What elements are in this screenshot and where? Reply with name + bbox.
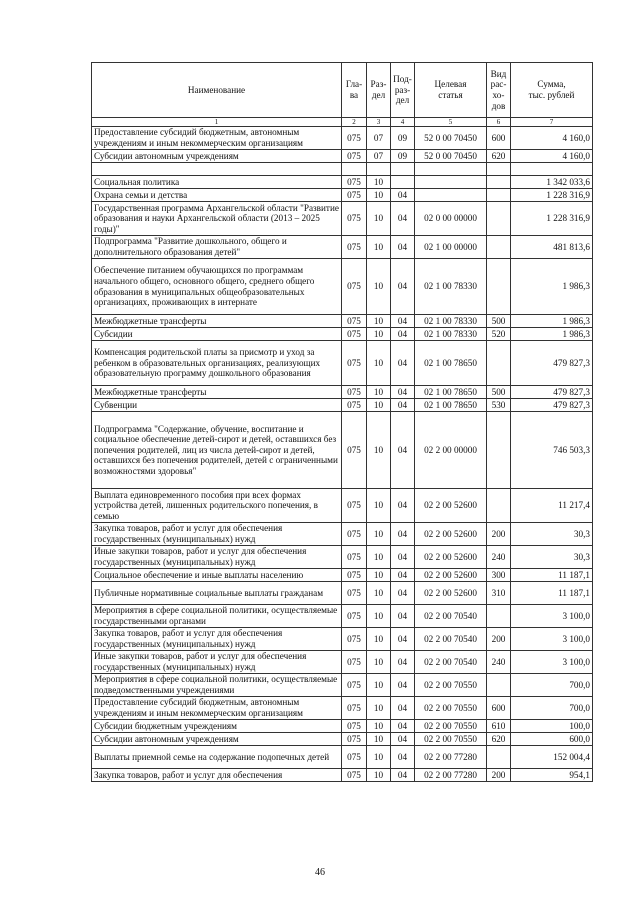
row-subsection-cell: 04 [391, 399, 415, 412]
header-chapter: Гла- ва [342, 63, 367, 118]
row-expense-type-cell: 310 [487, 582, 511, 605]
row-chapter-cell: 075 [342, 259, 367, 315]
row-chapter-cell: 075 [342, 127, 367, 150]
row-target-cell: 02 2 00 52600 [415, 546, 487, 569]
row-chapter-cell: 075 [342, 189, 367, 202]
row-section-cell: 10 [367, 202, 391, 236]
row-section-cell: 07 [367, 127, 391, 150]
row-name-cell: Подпрограмма "Содержание, обучение, воспитание и социальное обеспечение детей-сирот и детей, оставшихся без попечения родителей, лиц из числа детей-сирот и детей, оставшихся без попечения родителей, детей с ограниченными возможностями здоровья" [92, 412, 342, 489]
row-name-cell [92, 163, 342, 176]
row-name-cell: Выплата единовременного пособия при всех формах устройства детей, лишенных родительского попечения, в семью [92, 489, 342, 523]
row-amount-cell: 700,0 [511, 674, 593, 697]
row-chapter-cell: 075 [342, 236, 367, 259]
row-target-cell: 02 2 00 70550 [415, 674, 487, 697]
row-expense-type-cell: 610 [487, 720, 511, 733]
row-chapter-cell: 075 [342, 315, 367, 328]
row-chapter-cell: 075 [342, 651, 367, 674]
budget-table [91, 62, 593, 782]
row-name-cell: Субсидии бюджетным учреждениям [92, 720, 342, 733]
table-row [92, 546, 593, 569]
row-name-cell: Закупка товаров, работ и услуг для обеспечения государственных (муниципальных) нужд [92, 523, 342, 546]
row-amount-cell: 1 228 316,9 [511, 202, 593, 236]
row-target-cell: 02 1 00 78330 [415, 315, 487, 328]
column-number: 1 [92, 118, 342, 127]
row-expense-type-cell: 620 [487, 150, 511, 163]
row-section-cell: 10 [367, 628, 391, 651]
row-subsection-cell: 04 [391, 651, 415, 674]
row-subsection-cell: 09 [391, 150, 415, 163]
row-expense-type-cell [487, 259, 511, 315]
row-chapter-cell: 075 [342, 523, 367, 546]
row-subsection-cell: 04 [391, 605, 415, 628]
header-expense-type: Вид рас- хо- дов [487, 63, 511, 118]
row-amount-cell: 479 827,3 [511, 341, 593, 386]
table-row [92, 489, 593, 523]
row-subsection-cell: 04 [391, 236, 415, 259]
row-section-cell: 10 [367, 315, 391, 328]
row-section-cell: 10 [367, 674, 391, 697]
row-target-cell: 02 1 00 78650 [415, 341, 487, 386]
row-section-cell: 07 [367, 150, 391, 163]
row-section-cell: 10 [367, 746, 391, 769]
table-body [92, 127, 593, 782]
row-amount-cell: 1 986,3 [511, 328, 593, 341]
row-target-cell: 02 1 00 78650 [415, 386, 487, 399]
row-name-cell: Обеспечение питанием обучающихся по программам начального общего, основного общего, среднего общего образования в муниципальных общеобразовательных организациях, проживающих в интернате [92, 259, 342, 315]
row-target-cell: 52 0 00 70450 [415, 127, 487, 150]
row-target-cell: 02 2 00 00000 [415, 412, 487, 489]
table-row [92, 746, 593, 769]
table-row [92, 628, 593, 651]
row-section-cell [367, 163, 391, 176]
row-chapter-cell: 075 [342, 605, 367, 628]
row-amount-cell: 4 160,0 [511, 127, 593, 150]
row-section-cell: 10 [367, 697, 391, 720]
row-subsection-cell: 04 [391, 523, 415, 546]
header-name: Наименование [92, 63, 342, 118]
row-amount-cell: 3 100,0 [511, 651, 593, 674]
table-header-row [92, 63, 593, 118]
row-amount-cell: 4 160,0 [511, 150, 593, 163]
row-chapter-cell: 075 [342, 341, 367, 386]
row-target-cell: 02 2 00 52600 [415, 582, 487, 605]
row-section-cell: 10 [367, 546, 391, 569]
row-amount-cell: 11 187,1 [511, 569, 593, 582]
row-subsection-cell [391, 176, 415, 189]
row-section-cell: 10 [367, 523, 391, 546]
row-subsection-cell: 04 [391, 628, 415, 651]
row-subsection-cell: 04 [391, 489, 415, 523]
row-subsection-cell: 04 [391, 189, 415, 202]
row-expense-type-cell: 600 [487, 127, 511, 150]
row-expense-type-cell: 500 [487, 315, 511, 328]
row-amount-cell: 3 100,0 [511, 605, 593, 628]
row-target-cell: 02 1 00 78330 [415, 328, 487, 341]
table-row [92, 236, 593, 259]
row-expense-type-cell: 600 [487, 697, 511, 720]
row-target-cell: 02 2 00 70550 [415, 733, 487, 746]
row-amount-cell: 479 827,3 [511, 386, 593, 399]
row-amount-cell: 700,0 [511, 697, 593, 720]
row-expense-type-cell [487, 746, 511, 769]
row-amount-cell: 11 187,1 [511, 582, 593, 605]
row-chapter-cell [342, 163, 367, 176]
table-row [92, 582, 593, 605]
row-target-cell: 02 0 00 00000 [415, 202, 487, 236]
row-target-cell: 02 2 00 70550 [415, 697, 487, 720]
row-section-cell: 10 [367, 582, 391, 605]
row-name-cell: Мероприятия в сфере социальной политики, осуществляемые государственными органами [92, 605, 342, 628]
row-section-cell: 10 [367, 733, 391, 746]
row-name-cell: Охрана семьи и детства [92, 189, 342, 202]
row-section-cell: 10 [367, 236, 391, 259]
row-expense-type-cell: 500 [487, 386, 511, 399]
row-expense-type-cell: 200 [487, 628, 511, 651]
row-subsection-cell: 04 [391, 697, 415, 720]
row-subsection-cell [391, 163, 415, 176]
row-name-cell: Иные закупки товаров, работ и услуг для обеспечения государственных (муниципальных) нужд [92, 651, 342, 674]
row-subsection-cell: 09 [391, 127, 415, 150]
row-name-cell: Мероприятия в сфере социальной политики, осуществляемые подведомственными учреждениями [92, 674, 342, 697]
row-amount-cell: 479 827,3 [511, 399, 593, 412]
row-chapter-cell: 075 [342, 697, 367, 720]
row-chapter-cell: 075 [342, 328, 367, 341]
row-target-cell: 02 2 00 70540 [415, 651, 487, 674]
header-target: Целевая статья [415, 63, 487, 118]
row-subsection-cell: 04 [391, 202, 415, 236]
row-section-cell: 10 [367, 412, 391, 489]
row-target-cell [415, 163, 487, 176]
row-section-cell: 10 [367, 605, 391, 628]
row-subsection-cell: 04 [391, 720, 415, 733]
table-row [92, 569, 593, 582]
row-amount-cell: 746 503,3 [511, 412, 593, 489]
row-subsection-cell: 04 [391, 315, 415, 328]
row-name-cell: Компенсация родительской платы за присмотр и уход за ребенком в образовательных организациях, реализующих образовательную программу дошкольного образования [92, 341, 342, 386]
row-target-cell: 52 0 00 70450 [415, 150, 487, 163]
column-number: 7 [511, 118, 593, 127]
row-target-cell [415, 189, 487, 202]
row-expense-type-cell [487, 605, 511, 628]
row-subsection-cell: 04 [391, 412, 415, 489]
row-name-cell: Государственная программа Архангельской области "Развитие образования и науки Архангельской области (2013 – 2025 годы)" [92, 202, 342, 236]
table-row [92, 769, 593, 782]
row-subsection-cell: 04 [391, 386, 415, 399]
row-chapter-cell: 075 [342, 733, 367, 746]
row-amount-cell: 152 004,4 [511, 746, 593, 769]
row-target-cell: 02 2 00 77280 [415, 769, 487, 782]
row-amount-cell: 1 342 033,6 [511, 176, 593, 189]
row-name-cell: Межбюджетные трансферты [92, 315, 342, 328]
row-chapter-cell: 075 [342, 489, 367, 523]
row-target-cell: 02 1 00 78330 [415, 259, 487, 315]
row-expense-type-cell: 300 [487, 569, 511, 582]
table-row [92, 674, 593, 697]
table-row [92, 127, 593, 150]
table-row [92, 733, 593, 746]
row-subsection-cell: 04 [391, 769, 415, 782]
table-row [92, 150, 593, 163]
column-number: 6 [487, 118, 511, 127]
row-chapter-cell: 075 [342, 674, 367, 697]
row-chapter-cell: 075 [342, 720, 367, 733]
row-chapter-cell: 075 [342, 150, 367, 163]
row-amount-cell: 30,3 [511, 523, 593, 546]
row-section-cell: 10 [367, 259, 391, 315]
table-row [92, 605, 593, 628]
row-amount-cell: 100,0 [511, 720, 593, 733]
row-section-cell: 10 [367, 489, 391, 523]
row-amount-cell: 1 986,3 [511, 259, 593, 315]
table-spacer-row [92, 163, 593, 176]
header-section: Раз- дел [367, 63, 391, 118]
table-row [92, 651, 593, 674]
row-section-cell: 10 [367, 341, 391, 386]
column-number: 3 [367, 118, 391, 127]
table-row [92, 315, 593, 328]
row-section-cell: 10 [367, 720, 391, 733]
row-subsection-cell: 04 [391, 582, 415, 605]
row-name-cell: Социальная политика [92, 176, 342, 189]
row-amount-cell [511, 163, 593, 176]
row-name-cell: Межбюджетные трансферты [92, 386, 342, 399]
row-subsection-cell: 04 [391, 674, 415, 697]
row-name-cell: Закупка товаров, работ и услуг для обеспечения [92, 769, 342, 782]
row-expense-type-cell: 200 [487, 523, 511, 546]
row-name-cell: Подпрограмма "Развитие дошкольного, общего и дополнительного образования детей" [92, 236, 342, 259]
row-expense-type-cell [487, 674, 511, 697]
row-name-cell: Иные закупки товаров, работ и услуг для обеспечения государственных (муниципальных) нужд [92, 546, 342, 569]
table-row [92, 720, 593, 733]
row-section-cell: 10 [367, 651, 391, 674]
row-target-cell: 02 2 00 70540 [415, 628, 487, 651]
row-expense-type-cell: 240 [487, 546, 511, 569]
row-name-cell: Субсидии [92, 328, 342, 341]
table-row [92, 697, 593, 720]
row-target-cell [415, 176, 487, 189]
row-section-cell: 10 [367, 176, 391, 189]
row-amount-cell: 600,0 [511, 733, 593, 746]
row-expense-type-cell [487, 189, 511, 202]
row-name-cell: Предоставление субсидий бюджетным, автономным учреждениям и иным некоммерческим организациям [92, 697, 342, 720]
row-chapter-cell: 075 [342, 412, 367, 489]
row-target-cell: 02 1 00 78650 [415, 399, 487, 412]
row-name-cell: Публичные нормативные социальные выплаты гражданам [92, 582, 342, 605]
row-amount-cell: 954,1 [511, 769, 593, 782]
row-expense-type-cell [487, 163, 511, 176]
page-number: 46 [315, 867, 325, 878]
row-expense-type-cell [487, 341, 511, 386]
table-row [92, 386, 593, 399]
table-row [92, 176, 593, 189]
row-amount-cell: 1 228 316,9 [511, 189, 593, 202]
row-name-cell: Предоставление субсидий бюджетным, автономным учреждениям и иным некоммерческим организациям [92, 127, 342, 150]
column-number: 2 [342, 118, 367, 127]
column-number: 4 [391, 118, 415, 127]
row-section-cell: 10 [367, 386, 391, 399]
row-chapter-cell: 075 [342, 386, 367, 399]
row-chapter-cell: 075 [342, 399, 367, 412]
table-row [92, 523, 593, 546]
row-target-cell: 02 2 00 52600 [415, 489, 487, 523]
header-subsection: Под- раз- дел [391, 63, 415, 118]
row-subsection-cell: 04 [391, 341, 415, 386]
row-target-cell: 02 2 00 70540 [415, 605, 487, 628]
row-subsection-cell: 04 [391, 328, 415, 341]
row-name-cell: Субсидии автономным учреждениям [92, 733, 342, 746]
row-expense-type-cell [487, 176, 511, 189]
row-expense-type-cell [487, 202, 511, 236]
row-expense-type-cell [487, 489, 511, 523]
row-expense-type-cell: 530 [487, 399, 511, 412]
table-row [92, 341, 593, 386]
row-name-cell: Закупка товаров, работ и услуг для обеспечения государственных (муниципальных) нужд [92, 628, 342, 651]
column-number: 5 [415, 118, 487, 127]
row-subsection-cell: 04 [391, 259, 415, 315]
row-target-cell: 02 2 00 52600 [415, 569, 487, 582]
table-row [92, 328, 593, 341]
row-expense-type-cell: 620 [487, 733, 511, 746]
row-target-cell: 02 1 00 00000 [415, 236, 487, 259]
header-amount: Сумма, тыс. рублей [511, 63, 593, 118]
row-chapter-cell: 075 [342, 746, 367, 769]
row-chapter-cell: 075 [342, 769, 367, 782]
row-chapter-cell: 075 [342, 569, 367, 582]
row-expense-type-cell: 520 [487, 328, 511, 341]
row-expense-type-cell [487, 236, 511, 259]
row-amount-cell: 3 100,0 [511, 628, 593, 651]
table-row [92, 399, 593, 412]
table-row [92, 202, 593, 236]
row-name-cell: Социальное обеспечение и иные выплаты населению [92, 569, 342, 582]
row-subsection-cell: 04 [391, 746, 415, 769]
row-section-cell: 10 [367, 399, 391, 412]
row-target-cell: 02 2 00 77280 [415, 746, 487, 769]
table-row [92, 259, 593, 315]
row-amount-cell: 11 217,4 [511, 489, 593, 523]
row-section-cell: 10 [367, 328, 391, 341]
row-name-cell: Субсидии автономным учреждениям [92, 150, 342, 163]
row-section-cell: 10 [367, 189, 391, 202]
row-expense-type-cell: 200 [487, 769, 511, 782]
row-chapter-cell: 075 [342, 176, 367, 189]
row-expense-type-cell: 240 [487, 651, 511, 674]
row-target-cell: 02 2 00 70550 [415, 720, 487, 733]
row-target-cell: 02 2 00 52600 [415, 523, 487, 546]
row-amount-cell: 30,3 [511, 546, 593, 569]
table-row [92, 412, 593, 489]
row-name-cell: Субвенции [92, 399, 342, 412]
row-chapter-cell: 075 [342, 202, 367, 236]
row-section-cell: 10 [367, 569, 391, 582]
table-row [92, 189, 593, 202]
row-section-cell: 10 [367, 769, 391, 782]
row-expense-type-cell [487, 412, 511, 489]
row-subsection-cell: 04 [391, 733, 415, 746]
row-subsection-cell: 04 [391, 569, 415, 582]
row-name-cell: Выплаты приемной семье на содержание подопечных детей [92, 746, 342, 769]
row-amount-cell: 1 986,3 [511, 315, 593, 328]
row-subsection-cell: 04 [391, 546, 415, 569]
column-number-row [92, 118, 593, 127]
row-chapter-cell: 075 [342, 582, 367, 605]
row-amount-cell: 481 813,6 [511, 236, 593, 259]
row-chapter-cell: 075 [342, 546, 367, 569]
row-chapter-cell: 075 [342, 628, 367, 651]
